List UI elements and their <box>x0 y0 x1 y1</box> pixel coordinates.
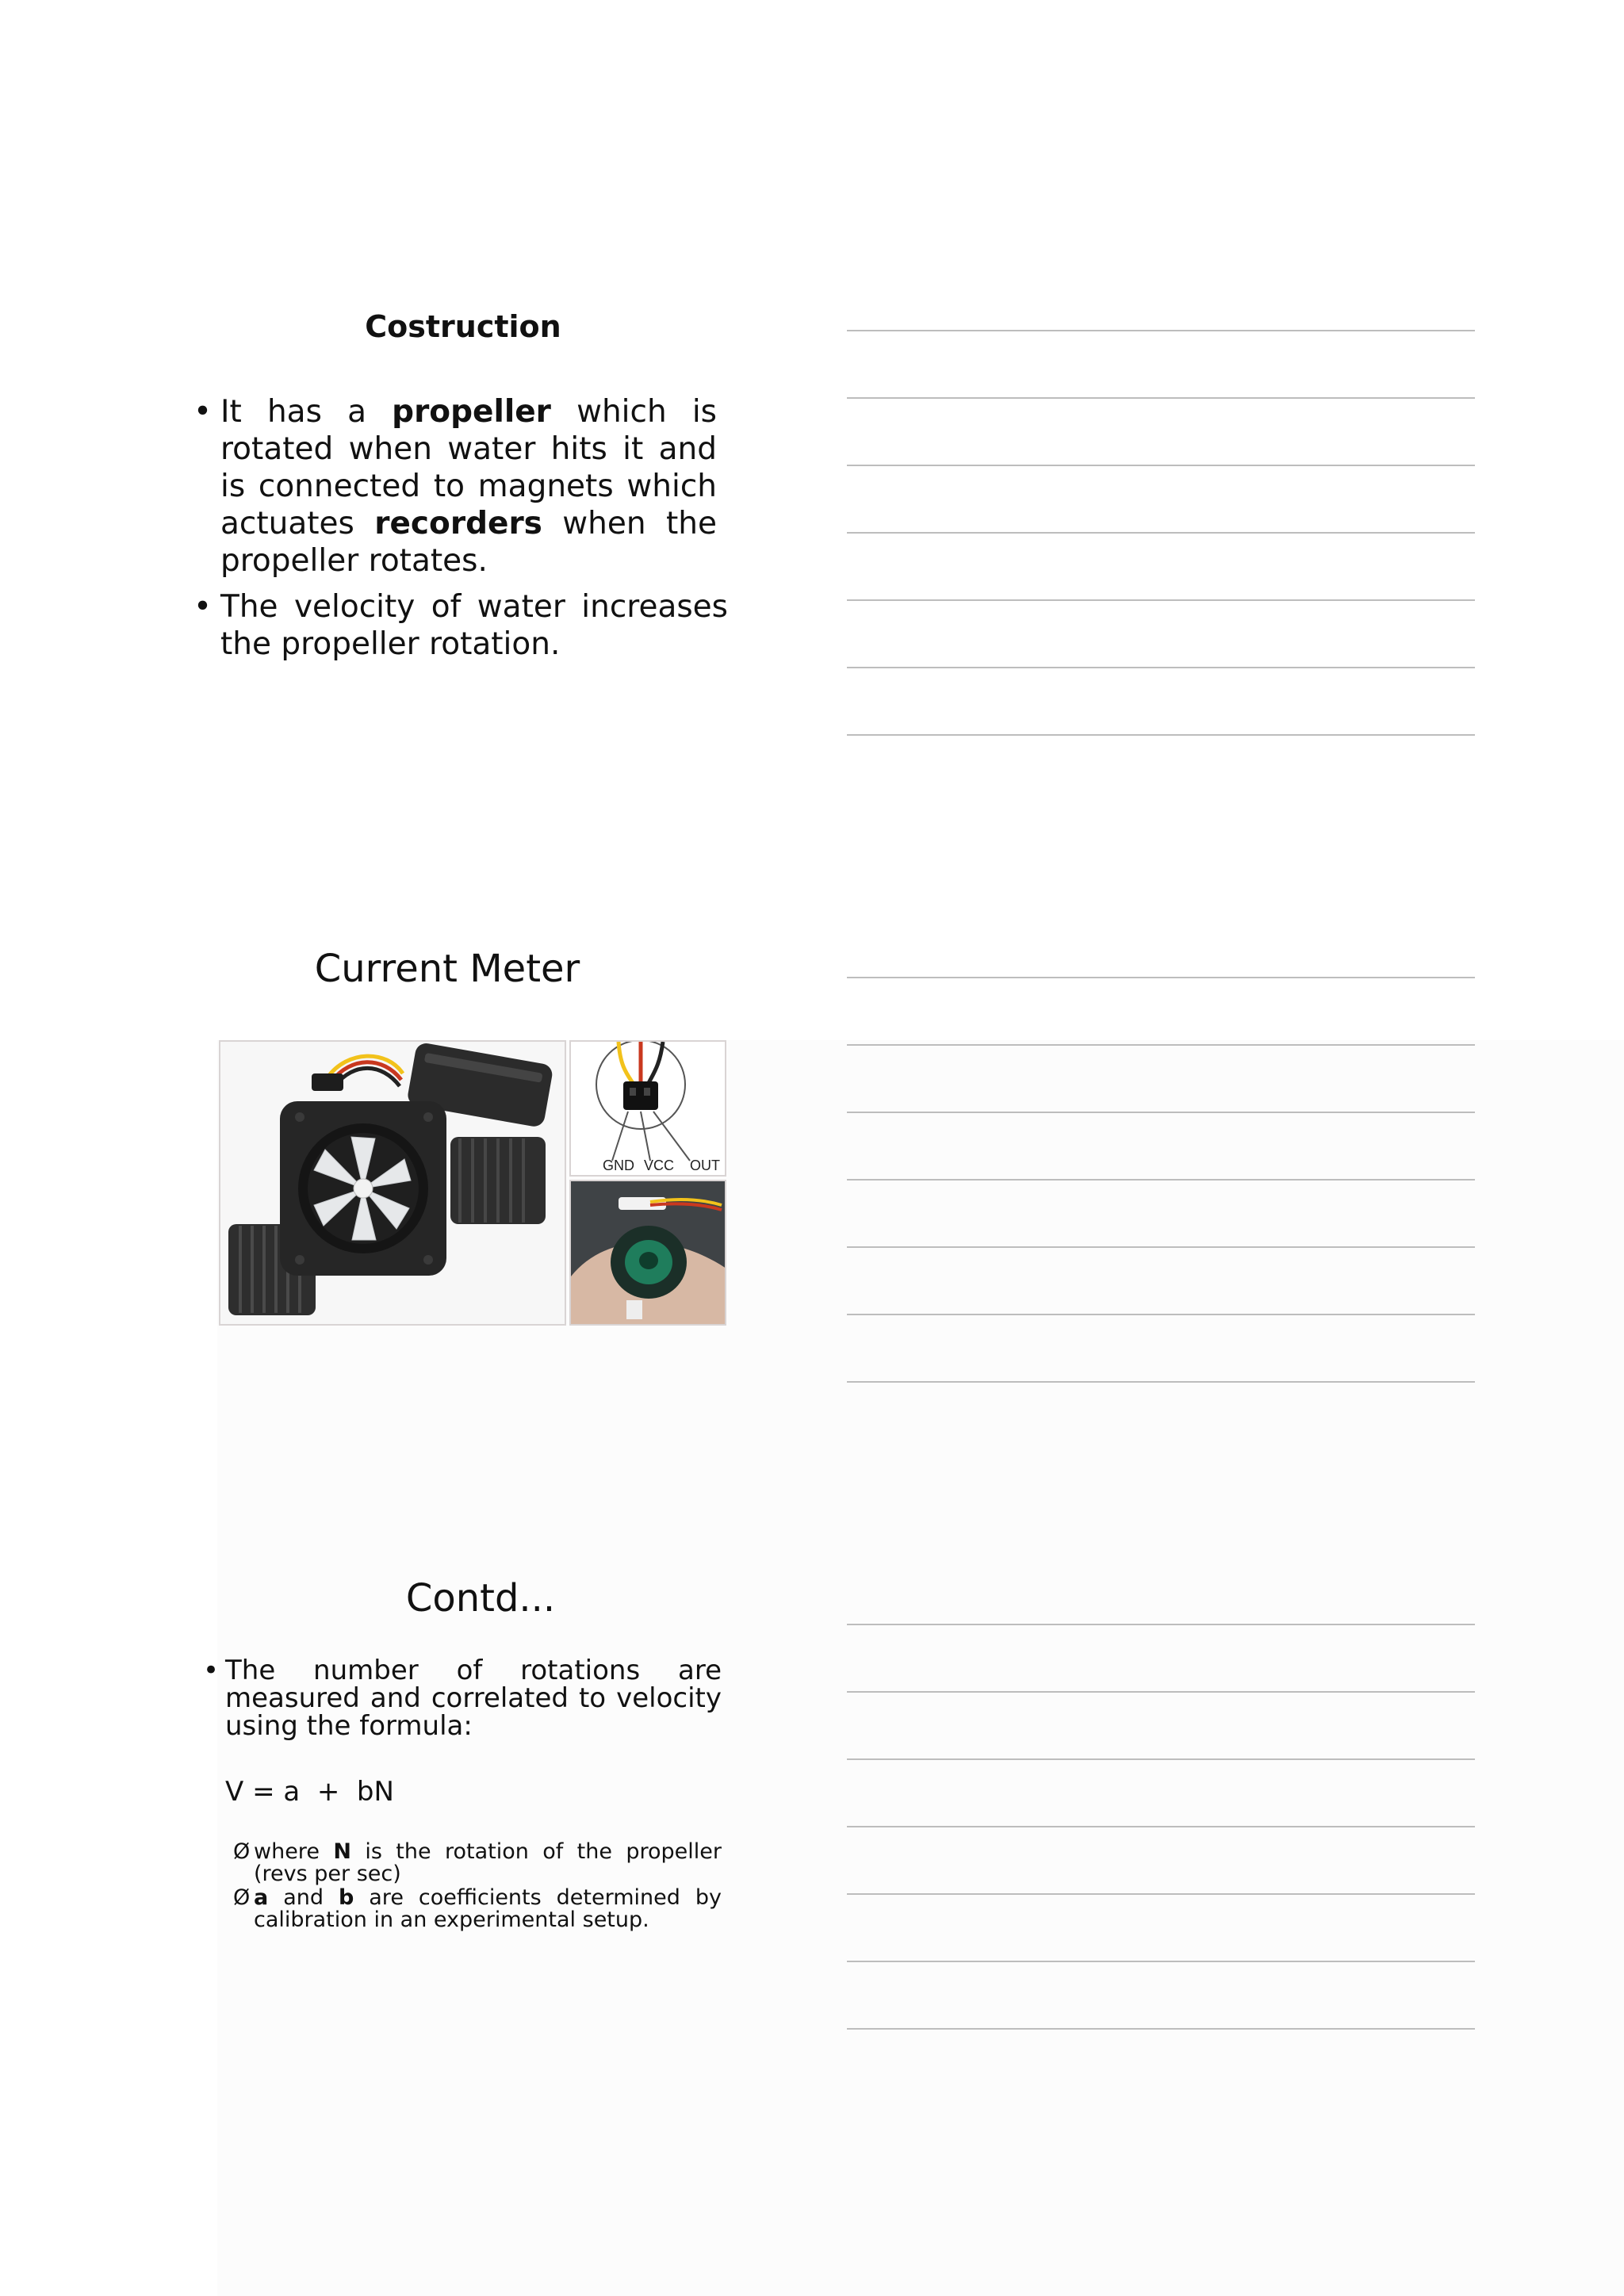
bullet-text: The velocity of water increases the propeller rotation. <box>220 589 728 662</box>
notes-line <box>847 1893 1475 1895</box>
notes-line <box>847 465 1475 466</box>
bullet-text: The number of rotations are measured and correlated to velocity using the formula: <box>225 1655 722 1742</box>
slide-title: Current Meter <box>314 947 580 991</box>
notes-line <box>847 599 1475 601</box>
notes-line <box>847 1381 1475 1383</box>
notes-line <box>847 1112 1475 1113</box>
bullet-marker: • <box>203 1655 220 1686</box>
sub-bullet-text: where N is the rotation of the propeller (revs per sec) <box>254 1839 722 1886</box>
pin-label-gnd: GND <box>603 1158 634 1173</box>
slide-current-meter <box>193 943 733 1340</box>
notes-line <box>847 532 1475 534</box>
notes-line <box>847 1246 1475 1248</box>
notes-line <box>847 397 1475 399</box>
velocity-formula: V = a + bN <box>225 1776 394 1808</box>
notes-line <box>847 1691 1475 1693</box>
connector-diagram <box>569 1040 726 1177</box>
notes-line <box>847 1961 1475 1962</box>
slide-title: Contd... <box>405 1576 556 1621</box>
pin-label-out: OUT <box>690 1158 720 1173</box>
sub-bullet-marker: Ø <box>233 1885 251 1910</box>
notes-line <box>847 1314 1475 1315</box>
notes-line <box>847 330 1475 331</box>
notes-line <box>847 2028 1475 2030</box>
notes-line <box>847 667 1475 668</box>
bullet-marker: • <box>193 589 213 625</box>
sub-bullet-text: a and b are coefficients determined by calibration in an experimental setup. <box>254 1885 722 1932</box>
notes-line <box>847 1826 1475 1827</box>
notes-line <box>847 1179 1475 1181</box>
bullet-marker: • <box>193 394 213 430</box>
notes-line <box>847 734 1475 736</box>
pin-label-vcc: VCC <box>644 1158 675 1173</box>
sensor-in-hand-photo <box>569 1180 726 1326</box>
sub-bullet-marker: Ø <box>233 1839 251 1864</box>
slide-title: Costruction <box>365 309 561 344</box>
bullet-text: It has a propeller which is rotated when water hits it and is connected to magnets which actuates recorders when the propeller rotates. <box>220 394 717 579</box>
flow-meter-photo <box>219 1040 566 1326</box>
notes-line <box>847 1624 1475 1625</box>
notes-line <box>847 977 1475 978</box>
notes-line <box>847 1758 1475 1760</box>
notes-line <box>847 1044 1475 1046</box>
